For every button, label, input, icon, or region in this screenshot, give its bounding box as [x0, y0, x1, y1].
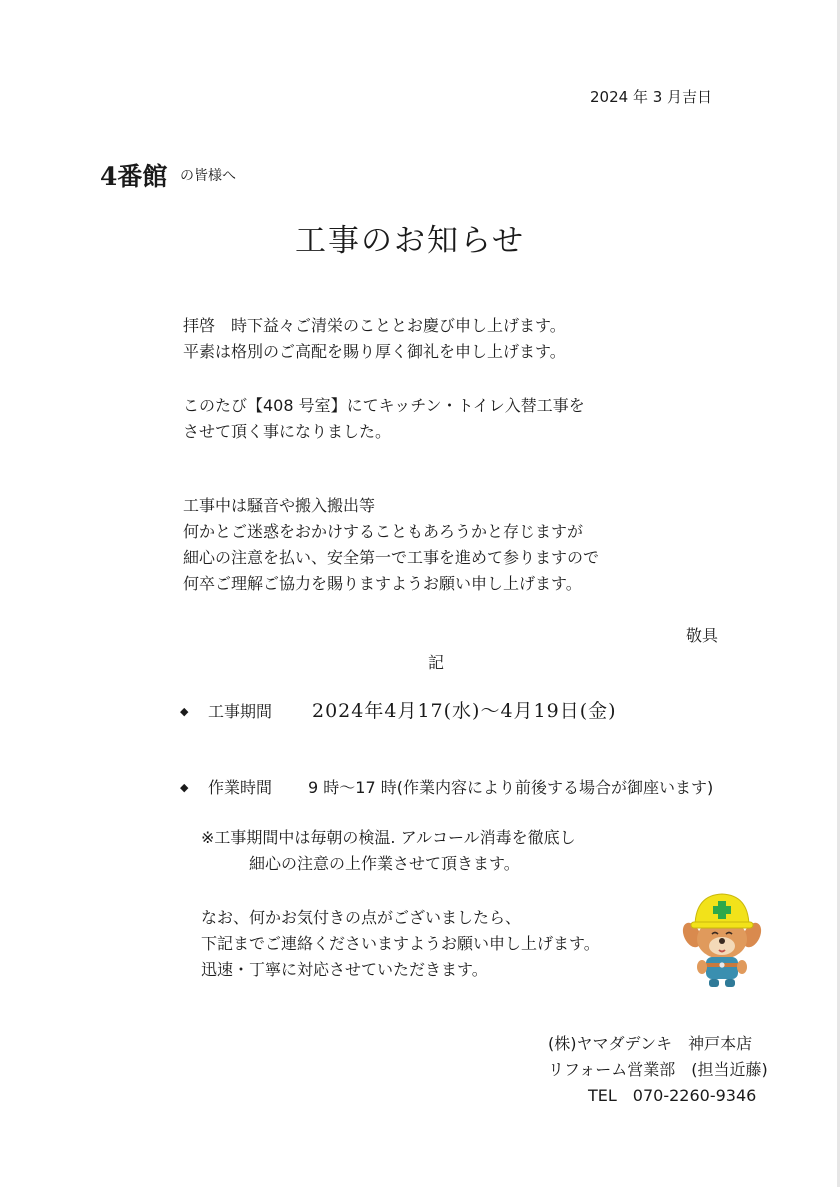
- document-date: 2024 年 3 月吉日: [590, 88, 713, 106]
- announcement-line: させて頂く事になりました。: [183, 422, 392, 441]
- notice-title: 工事のお知らせ: [294, 223, 526, 259]
- bullet-diamond-icon: ◆: [180, 781, 189, 794]
- note-line: ※工事期間中は毎朝の検温. アルコール消毒を徹底し: [201, 828, 576, 847]
- apology-line: 細心の注意を払い、安全第一で工事を進めて参りますので: [183, 548, 600, 567]
- contact-line: なお、何かお気付きの点がございましたら、: [201, 908, 522, 927]
- signature-department: リフォーム営業部 (担当近藤): [548, 1060, 768, 1079]
- closing-word: 敬具: [686, 626, 719, 645]
- bullet-diamond-icon: ◆: [180, 705, 189, 718]
- contact-line: 迅速・丁寧に対応させていただきます。: [201, 960, 488, 979]
- apology-line: 何卒ご理解ご協力を賜りますようお願い申し上げます。: [183, 574, 582, 593]
- announcement-line: このたび【408 号室】にてキッチン・トイレ入替工事を: [183, 396, 585, 415]
- greeting-line: 拝啓 時下益々ご清栄のこととお慶び申し上げます。: [183, 316, 566, 335]
- addressee-building: 4番館: [100, 162, 168, 191]
- addressee-suffix: の皆様へ: [180, 168, 236, 184]
- signature-tel: TEL 070-2260-9346: [588, 1086, 757, 1105]
- apology-paragraph: [183, 493, 599, 597]
- greeting-paragraph: [183, 313, 566, 365]
- hours-value: 9 時〜17 時(作業内容により前後する場合が御座います): [308, 778, 714, 797]
- hours-label: 作業時間: [208, 778, 273, 797]
- note-line: 細心の注意の上作業させて頂きます。: [249, 854, 520, 873]
- ki-heading: 記: [428, 653, 445, 672]
- announcement-paragraph: [183, 393, 585, 445]
- signature-block: [548, 1031, 768, 1109]
- apology-line: 何かとご迷惑をおかけすることもあろうかと存じますが: [183, 522, 584, 541]
- period-label: 工事期間: [208, 702, 273, 721]
- apology-line: 工事中は騒音や搬入搬出等: [183, 496, 376, 515]
- period-value: 2024年4月17(水)〜4月19日(金): [312, 700, 617, 722]
- construction-dog-mascot-icon: [682, 889, 762, 997]
- signature-company: (株)ヤマダデンキ 神戸本店: [548, 1034, 753, 1053]
- contact-line: 下記までご連絡くださいますようお願い申し上げます。: [201, 934, 600, 953]
- contact-paragraph: [201, 905, 600, 983]
- greeting-line: 平素は格別のご高配を賜り厚く御礼を申し上げます。: [183, 342, 566, 361]
